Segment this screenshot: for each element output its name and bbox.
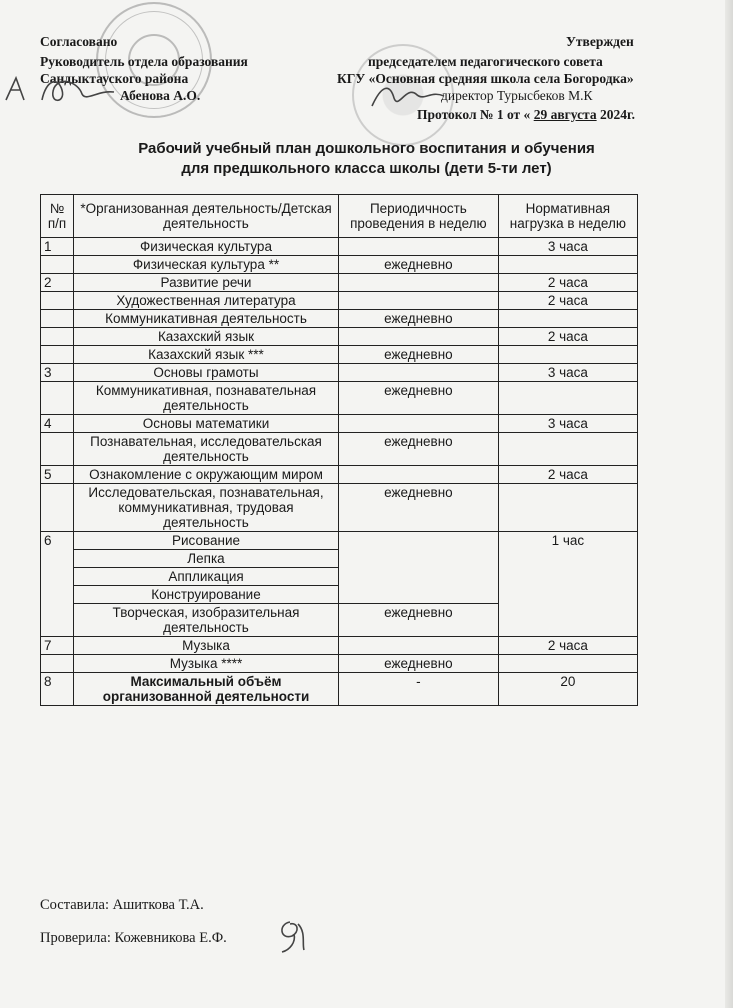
table-header-row <box>41 195 638 238</box>
row-frequency: ежедневно <box>339 346 499 364</box>
row-number: 6 <box>41 532 74 637</box>
table-row <box>41 310 638 328</box>
row-number <box>41 433 74 466</box>
curriculum-table <box>40 194 638 706</box>
row-activity: Казахский язык *** <box>74 346 339 364</box>
row-load: 3 часа <box>498 415 637 433</box>
agreed-name: Абенова А.О. <box>120 88 201 103</box>
total-section <box>41 673 638 706</box>
row-activity: Рисование <box>74 532 339 550</box>
row-frequency: ежедневно <box>339 310 499 328</box>
row-load <box>498 310 637 328</box>
row-activity: Лепка <box>74 550 339 568</box>
row-frequency <box>339 292 499 310</box>
table-row <box>41 292 638 310</box>
row-frequency: ежедневно <box>339 484 499 532</box>
table-row <box>41 238 638 256</box>
row-frequency: ежедневно <box>339 382 499 415</box>
plan-title-line1: Рабочий учебный план дошкольного воспитания и обучения <box>138 140 595 157</box>
row-number: 7 <box>41 637 74 655</box>
protocol-date: 29 августа <box>533 107 597 122</box>
document-header <box>0 0 733 130</box>
header-activity: *Организованная деятельность/Детская деятельность <box>74 195 339 238</box>
row-load: 2 часа <box>498 292 637 310</box>
row-frequency: ежедневно <box>339 433 499 466</box>
row-frequency <box>339 637 499 655</box>
row-frequency: ежедневно <box>339 604 499 637</box>
protocol-line <box>417 107 635 123</box>
plan-title-line2: для предшкольного класса школы (дети 5-ти лет) <box>181 160 552 177</box>
row-activity: Творческая, изобразительная деятельность <box>74 604 339 637</box>
row-number: 8 <box>41 673 74 706</box>
row-number: 2 <box>41 274 74 292</box>
signature-abenova <box>2 70 122 110</box>
row-activity: Физическая культура ** <box>74 256 339 274</box>
row-load: 20 <box>498 673 637 706</box>
row-activity: Основы грамоты <box>74 364 339 382</box>
table-row <box>41 433 638 466</box>
row-frequency: ежедневно <box>339 655 499 673</box>
row-frequency: ежедневно <box>339 256 499 274</box>
table-row <box>41 256 638 274</box>
checked-by: Проверила: Кожевникова Е.Ф. <box>40 930 227 946</box>
row-activity: Ознакомление с окружающим миром <box>74 466 339 484</box>
table-row <box>41 466 638 484</box>
row-number <box>41 310 74 328</box>
row-frequency <box>339 415 499 433</box>
row-frequency <box>339 328 499 346</box>
row-number <box>41 292 74 310</box>
row-number <box>41 655 74 673</box>
signature-director <box>368 80 448 114</box>
row-load <box>498 433 637 466</box>
total-row <box>41 673 638 706</box>
agreed-label: Согласовано <box>40 34 118 49</box>
row-load: 2 часа <box>498 328 637 346</box>
table-row <box>41 382 638 415</box>
row-activity: Коммуникативная, познавательная деятельность <box>74 382 339 415</box>
header-frequency: Периодичность проведения в неделю <box>339 195 499 238</box>
row-load <box>498 382 637 415</box>
row-number <box>41 256 74 274</box>
row-number: 4 <box>41 415 74 433</box>
signature-kozhevnikova <box>272 918 312 954</box>
row-number <box>41 484 74 532</box>
approved-org: КГУ «Основная средняя школа села Богородка» <box>337 71 634 86</box>
row-number <box>41 346 74 364</box>
approved-line1: председателем педагогического совета <box>368 54 603 69</box>
table-rows-tail <box>41 637 638 673</box>
row-activity: Познавательная, исследовательская деятельность <box>74 433 339 466</box>
row-number: 1 <box>41 238 74 256</box>
row-load: 2 часа <box>498 274 637 292</box>
agreed-position-line2: Сандыктауского района <box>40 71 189 86</box>
row-load: 2 часа <box>498 466 637 484</box>
row-activity: Основы математики <box>74 415 339 433</box>
agreed-position-line1: Руководитель отдела образования <box>40 54 248 69</box>
row-activity: Казахский язык <box>74 328 339 346</box>
table-row <box>41 346 638 364</box>
row-frequency: - <box>339 673 499 706</box>
approved-label: Утвержден <box>566 34 634 49</box>
row-load <box>498 484 637 532</box>
table-row <box>41 328 638 346</box>
header-load: Нормативная нагрузка в неделю <box>498 195 637 238</box>
row-frequency <box>339 466 499 484</box>
header-number: № п/п <box>41 195 74 238</box>
row-number: 3 <box>41 364 74 382</box>
row-load: 1 час <box>498 532 637 637</box>
row-frequency <box>339 238 499 256</box>
row-frequency <box>339 364 499 382</box>
row-activity: Коммуникативная деятельность <box>74 310 339 328</box>
table-row <box>41 637 638 655</box>
row-load <box>498 346 637 364</box>
row-activity: Аппликация <box>74 568 339 586</box>
row-number <box>41 328 74 346</box>
protocol-suffix: 2024г. <box>596 107 635 122</box>
table-row <box>41 532 638 550</box>
row-load: 3 часа <box>498 364 637 382</box>
row-activity: Максимальный объём организованной деятельности <box>74 673 339 706</box>
row-activity: Конструирование <box>74 586 339 604</box>
protocol-prefix: Протокол № 1 от « <box>417 107 534 122</box>
table-row <box>41 655 638 673</box>
table-row <box>41 364 638 382</box>
row-load: 2 часа <box>498 637 637 655</box>
art-group <box>41 532 638 637</box>
row-number <box>41 382 74 415</box>
table-row <box>41 274 638 292</box>
row-load <box>498 655 637 673</box>
row-activity: Физическая культура <box>74 238 339 256</box>
compiled-by: Составила: Ашиткова Т.А. <box>40 897 204 913</box>
table-row <box>41 484 638 532</box>
row-frequency <box>339 532 499 604</box>
row-activity: Художественная литература <box>74 292 339 310</box>
row-activity: Исследовательская, познавательная, коммуникативная, трудовая деятельность <box>74 484 339 532</box>
table-row <box>41 415 638 433</box>
row-activity: Музыка **** <box>74 655 339 673</box>
row-load <box>498 256 637 274</box>
row-number: 5 <box>41 466 74 484</box>
table-rows-main <box>41 238 638 532</box>
row-activity: Развитие речи <box>74 274 339 292</box>
approved-director: директор Турысбеков М.К <box>441 88 593 103</box>
row-activity: Музыка <box>74 637 339 655</box>
row-load: 3 часа <box>498 238 637 256</box>
row-frequency <box>339 274 499 292</box>
